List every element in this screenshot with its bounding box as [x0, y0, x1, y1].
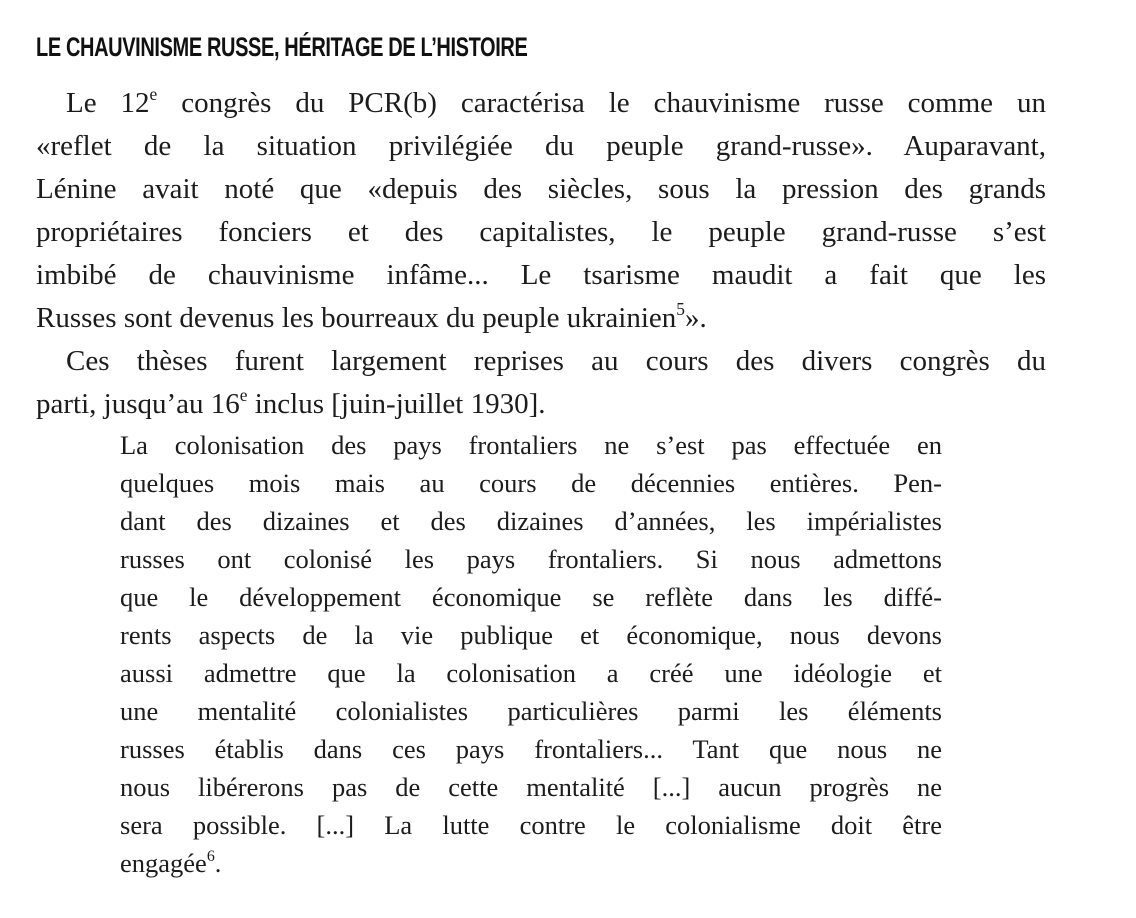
text-segment: inclus [juin-juillet 1930].	[247, 388, 546, 420]
paragraph-1-line-1	[36, 83, 1046, 120]
quote-line: quelques mois mais au cours de décennies entières. Pen-	[120, 468, 942, 498]
text-segment: parti, jusqu’au 16	[36, 388, 240, 420]
quote-line: sera possible. [...] La lutte contre le colonialisme doit être	[120, 810, 942, 840]
text-segment: .	[214, 848, 222, 878]
text-segment: engagée	[120, 848, 207, 878]
superscript: e	[239, 384, 248, 405]
paragraph-2-line-2	[36, 384, 1046, 421]
quote-last-line	[120, 846, 942, 880]
quote-line: La colonisation des pays frontaliers ne s’est pas effectuée en	[120, 430, 942, 460]
quote-line: que le développement économique se reflète dans les diffé-	[120, 582, 942, 612]
section-heading: LE CHAUVINISME RUSSE, HÉRITAGE DE L’HISTOIRE	[36, 32, 528, 62]
paragraph-1-line-3: Lénine avait noté que «depuis des siècles, sous la pression des grands	[36, 173, 1046, 205]
quote-line: aussi admettre que la colonisation a créé une idéologie et	[120, 658, 942, 688]
quote-line: dant des dizaines et des dizaines d’années, les impérialistes	[120, 506, 942, 536]
footnote-marker: 5	[676, 298, 685, 319]
text-segment: ».	[684, 302, 707, 334]
quote-line: nous libérerons pas de cette mentalité [...] aucun progrès ne	[120, 772, 942, 802]
text-segment: Le 12	[66, 87, 150, 119]
quote-line: rents aspects de la vie publique et économique, nous devons	[120, 620, 942, 650]
quote-line: russes ont colonisé les pays frontaliers. Si nous admettons	[120, 544, 942, 574]
paragraph-1-line-6	[36, 298, 1046, 335]
text-segment: Russes sont devenus les bourreaux du peuple ukrainien	[36, 302, 677, 334]
quote-line: russes établis dans ces pays frontaliers... Tant que nous ne	[120, 734, 942, 764]
paragraph-1-line-2: «reflet de la situation privilégiée du peuple grand-russe». Auparavant,	[36, 130, 1046, 162]
superscript: e	[149, 83, 158, 104]
paragraph-1-line-5: imbibé de chauvinisme infâme... Le tsarisme maudit a fait que les	[36, 259, 1046, 291]
text-segment: congrès du PCR(b) caractérisa le chauvinisme russe comme un	[157, 87, 1046, 119]
footnote-marker: 6	[206, 847, 215, 865]
paragraph-1-line-4: propriétaires fonciers et des capitalistes, le peuple grand-russe s’est	[36, 216, 1046, 248]
quote-line: une mentalité colonialistes particulières parmi les éléments	[120, 696, 942, 726]
paragraph-2-line-1: Ces thèses furent largement reprises au cours des divers congrès du	[66, 345, 1046, 377]
